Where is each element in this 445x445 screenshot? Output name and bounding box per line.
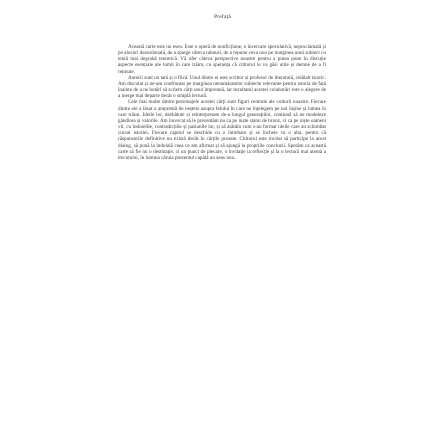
paragraph: Această carte este un eseu. Este o operă de nonficțiune, o încercare speculativă, neproclamată și pe alocuri dezordonată, de a sparge câteva tabuuri, de a repune ceva nou pe marginea unui subiect cu tentă mai degrabă teoretică. Vă ofer câteva perspective noastre pentru a putea pune în discuție aspecte esențiale ale lumii în care trăim, cu speranța că cititorul le va găsi utile și demne de a fi reținute. (118, 44, 326, 75)
paragraph: Autorii sunt un tată și o fiică. Unul dintre ei este scriitor și profesor de literatură, celălalt istoric. Am discutat și ne-am confruntat pe marginea nenumăratelor subiecte relevante pentru istoria de față înainte de a ne hotărî să scriem cărți unul împreună, iar rezultatul acestei colaborări este o alegere de a merge mai departe decât o simplă lectură. (118, 74, 326, 100)
page-title: Prefață (214, 14, 231, 20)
body-text (118, 44, 326, 161)
paragraph: Cele mai multe dintre personajele acestei cărți sunt figuri centrale ale culturii noastre. Fiecare dintre ele a lăsat o amprentă de neșters asupra felului în care ne înțelegem pe noi înșine și lumea în care trăim. Ideile lor, dezbătute și reinterpretate de-a lungul generațiilor, continuă să ne modeleze gândirea și valorile. Am încercat să le prezentăm nu ca pe niște statui de bronz, ci ca pe niște oameni vii, cu îndoielile, contradicțiile și pasiunile lor, și să arătăm cum s-au format ideile care au schimbat cursul istoriei. Fiecare capitol se deschide cu o întrebare și se încheie cu o alta, pentru că răspunsurile definitive nu există decât în cărțile proaste. Cititorul este invitat să participe la acest dialog, să pună la îndoială ceea ce am afirmat și să ajungă la propriile concluzii. Sperăm ca această carte să fie nu o destinație, ci un punct de plecare, o invitație la reflecție și la o lectură mai atentă a trecutului, în lumina căruia prezentul capătă un sens nou. (118, 99, 326, 161)
